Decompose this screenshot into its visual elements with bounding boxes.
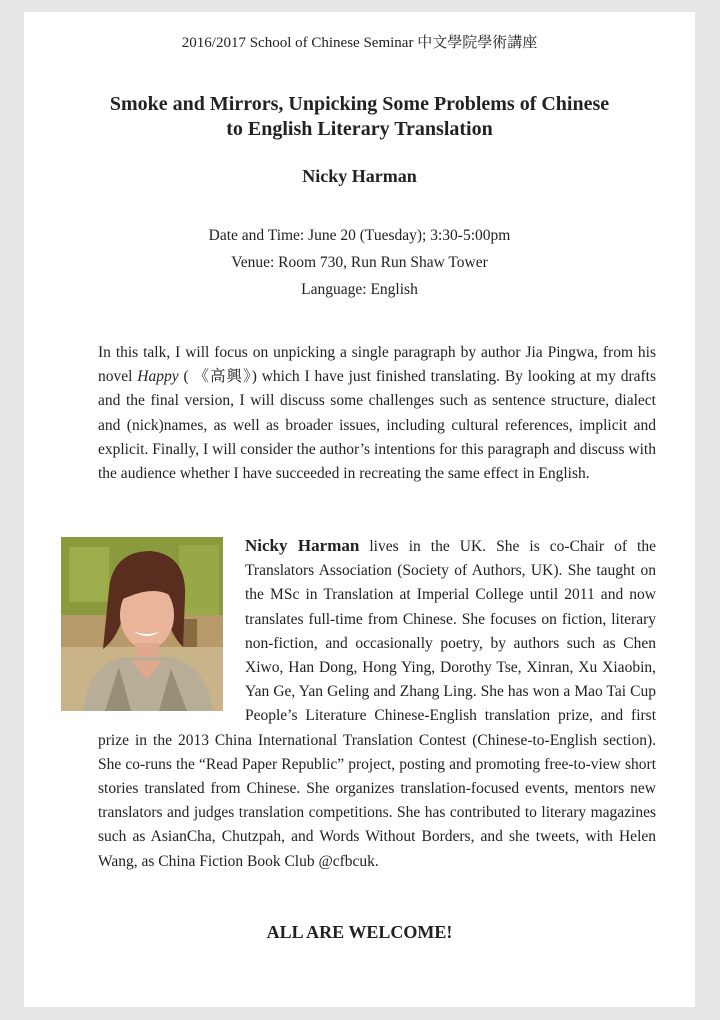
- bio-text: lives in the UK. She is co-Chair of the Translators Association (Society of Authors, UK). She taught on the MSc in Translation at Imperial College until 2011 and now translates full-time from Chinese. She focuses on fiction, literary non-fiction, and occasionally poetry, by authors such as Chen Xiwo, Han Dong, Hong Ying, Dorothy Tse, Xinran, Xu Xiaobin, Yan Ge, Yan Geling and Zhang Ling. She has won a Mao Tai Cup People’s Literature Chinese-English translation prize, and first prize in the 2013 China International Translation Contest (Chinese-to-English section). She co-runs the “Read Paper Republic” project, posting and promoting free-to-view short stories translated from Chinese. She organizes translation-focused events, mentors new translators and judges translation competitions. She has contributed to literary magazines such as AsianCha, Chutzpah, and Words Without Borders, and she tweets, with Helen Wang, as China Fiction Book Club @cfbcuk.: [98, 538, 656, 870]
- seminar-poster: [24, 12, 695, 1007]
- abstract-text-end: ( 《高興》) which I have just finished translating. By looking at my drafts and the final version, I will discuss some challenges such as sentence structure, dialect and (nick)names, as well as broader issues, including cultural references, implicit and explicit. Finally, I will consider the author’s intentions for this paragraph and discuss with the audience whether I have succeeded in recreating the same effect in English.: [98, 368, 656, 483]
- novel-title: Happy: [137, 368, 179, 386]
- talk-title-line-2: to English Literary Translation: [226, 118, 493, 140]
- date-time: Date and Time: June 20 (Tuesday); 3:30-5:00pm: [208, 227, 511, 244]
- abstract-text-start: In this talk, I will focus on unpicking a single paragraph by author Jia Pingwa, from his novel: [98, 344, 656, 386]
- venue: Venue: Room 730, Run Run Shaw Tower: [231, 254, 488, 271]
- talk-title: [74, 92, 645, 142]
- speaker-photo: [61, 537, 223, 711]
- talk-abstract: [98, 341, 656, 486]
- speaker-bio: [98, 534, 656, 874]
- bio-speaker-name: Nicky Harman: [245, 536, 360, 555]
- talk-title-line-1: Smoke and Mirrors, Unpicking Some Problems of Chinese: [109, 93, 610, 115]
- language: Language: English: [301, 281, 418, 298]
- welcome-message: ALL ARE WELCOME!: [266, 922, 453, 942]
- seminar-series-header: 2016/2017 School of Chinese Seminar 中文學院學術講座: [181, 35, 538, 51]
- speaker-name: Nicky Harman: [302, 166, 417, 186]
